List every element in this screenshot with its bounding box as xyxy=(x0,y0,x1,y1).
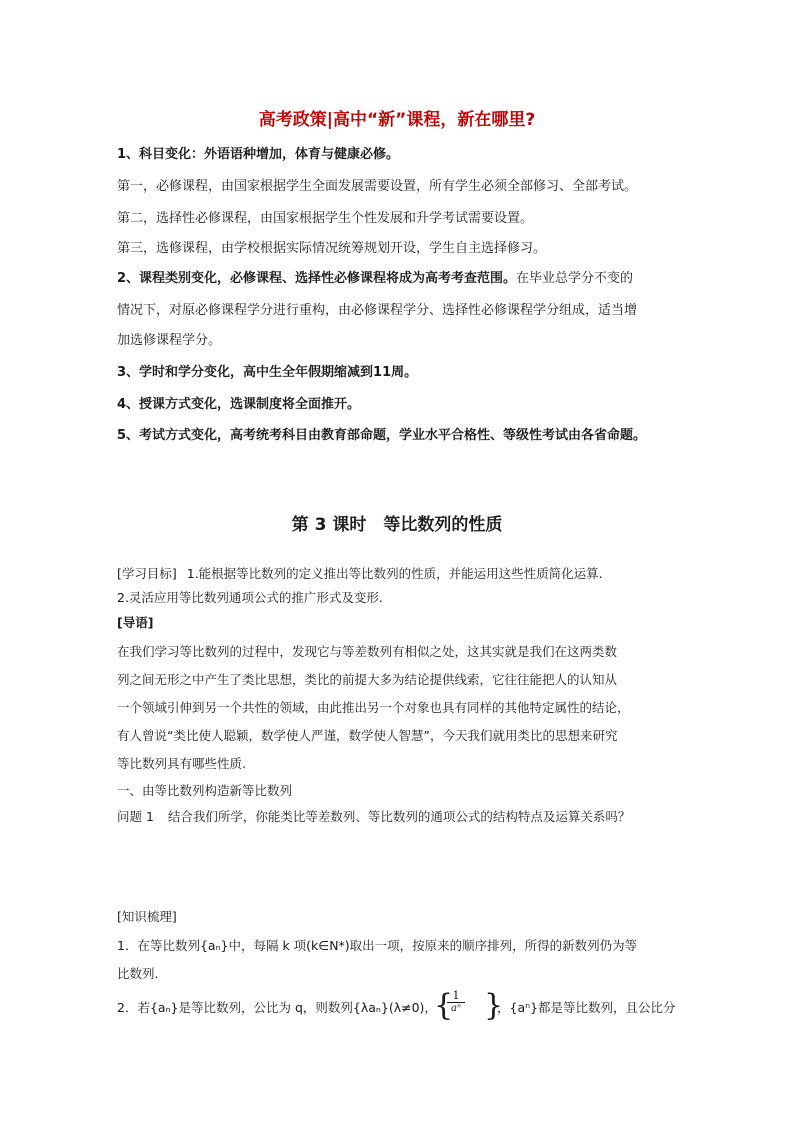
item-subject-change: 1、科目变化：外语语种增加，体育与健康必修。 xyxy=(117,147,400,162)
fraction-numerator: 1 xyxy=(447,990,465,1003)
learning-goals-label: [学习目标] xyxy=(117,566,177,581)
lesson-title: 第 3 课时 等比数列的性质 xyxy=(291,515,503,535)
intro-line-4: 有人曾说“类比使人聪颖，数学使人严谨，数学使人智慧”，今天我们就用类比的思想来研究 xyxy=(117,728,618,743)
right-brace: } xyxy=(484,988,504,1023)
question-1-text: 结合我们所学，你能类比等差数列、等比数列的通项公式的结构特点及运算关系吗？ xyxy=(167,809,631,824)
left-brace: { xyxy=(434,988,454,1023)
knowledge-item-1-line2: 比数列. xyxy=(117,966,159,981)
paragraph-elective: 第三，选修课程，由学校根据实际情况统筹规划开设，学生自主选择修习。 xyxy=(117,241,547,256)
paragraph-compulsory: 第一，必修课程，由国家根据学生全面发展需要设置，所有学生必须全部修习、全部考试。 xyxy=(117,179,638,194)
question-1-label: 问题 1 xyxy=(117,809,154,824)
intro-line-1: 在我们学习等比数列的过程中，发现它与等差数列有相似之处，这其实就是我们在这两类数 xyxy=(117,644,618,659)
item-course-category-rest: 在毕业总学分不变的 xyxy=(516,271,634,286)
item-hours-credits: 3、学时和学分变化，高中生全年假期缩减到11周。 xyxy=(117,365,418,380)
knowledge-item-2-end: ，{aⁿ}都是等比数列，且公比分 xyxy=(497,1000,676,1015)
learning-goal-2: 2.灵活应用等比数列通项公式的推广形式及变形. xyxy=(117,590,383,605)
intro-line-3: 一个领域引伸到另一个共性的领域，由此推出另一个对象也具有同样的其他特定属性的结论， xyxy=(117,700,630,715)
paragraph-credit-restructure: 情况下，对原必修课程学分进行重构，由必修课程学分、选择性必修课程学分组成，适当增 xyxy=(117,303,638,318)
item-course-category-bold: 2、课程类别变化，必修课程、选择性必修课程将成为高考考查范围。 xyxy=(117,271,517,286)
question-1 xyxy=(117,808,687,826)
fraction-denominator: aⁿ xyxy=(450,1003,461,1014)
intro-line-5: 等比数列具有哪些性质. xyxy=(117,756,246,771)
reciprocal-fraction xyxy=(447,990,465,1015)
knowledge-item-1-line1: 1．在等比数列{aₙ}中，每隔 k 项(k∈N*)取出一项，按原来的顺序排列，所得的新数列仍为等 xyxy=(117,938,638,953)
section1-title: 高考政策|高中“新”课程，新在哪里? xyxy=(258,110,536,130)
learning-goal-1: 1.能根据等比数列的定义推出等比数列的性质，并能运用这些性质简化运算. xyxy=(186,566,603,581)
paragraph-credit-add: 加选修课程学分。 xyxy=(117,333,222,348)
item-teaching-mode: 4、授课方式变化，选课制度将全面推开。 xyxy=(117,397,361,412)
intro-label: [导语] xyxy=(117,615,154,630)
knowledge-item-2-start: 2．若{aₙ}是等比数列，公比为 q，则数列{λaₙ}(λ≠0)， xyxy=(117,1000,437,1015)
paragraph-elective-compulsory: 第二，选择性必修课程，由国家根据学生个性发展和升学考试需要设置。 xyxy=(117,211,534,226)
heading-construct-sequence: 一、由等比数列构造新等比数列 xyxy=(117,783,293,798)
knowledge-label: [知识梳理] xyxy=(117,909,177,924)
item-exam-mode: 5、考试方式变化，高考统考科目由教育部命题，学业水平合格性、等级性考试由各省命题。 xyxy=(117,428,647,443)
item-course-category xyxy=(117,270,687,288)
learning-goals-line1 xyxy=(117,565,687,583)
intro-line-2: 列之间无形之中产生了类比思想，类比的前提大多为结论提供线索，它往往能把人的认知从 xyxy=(117,672,618,687)
